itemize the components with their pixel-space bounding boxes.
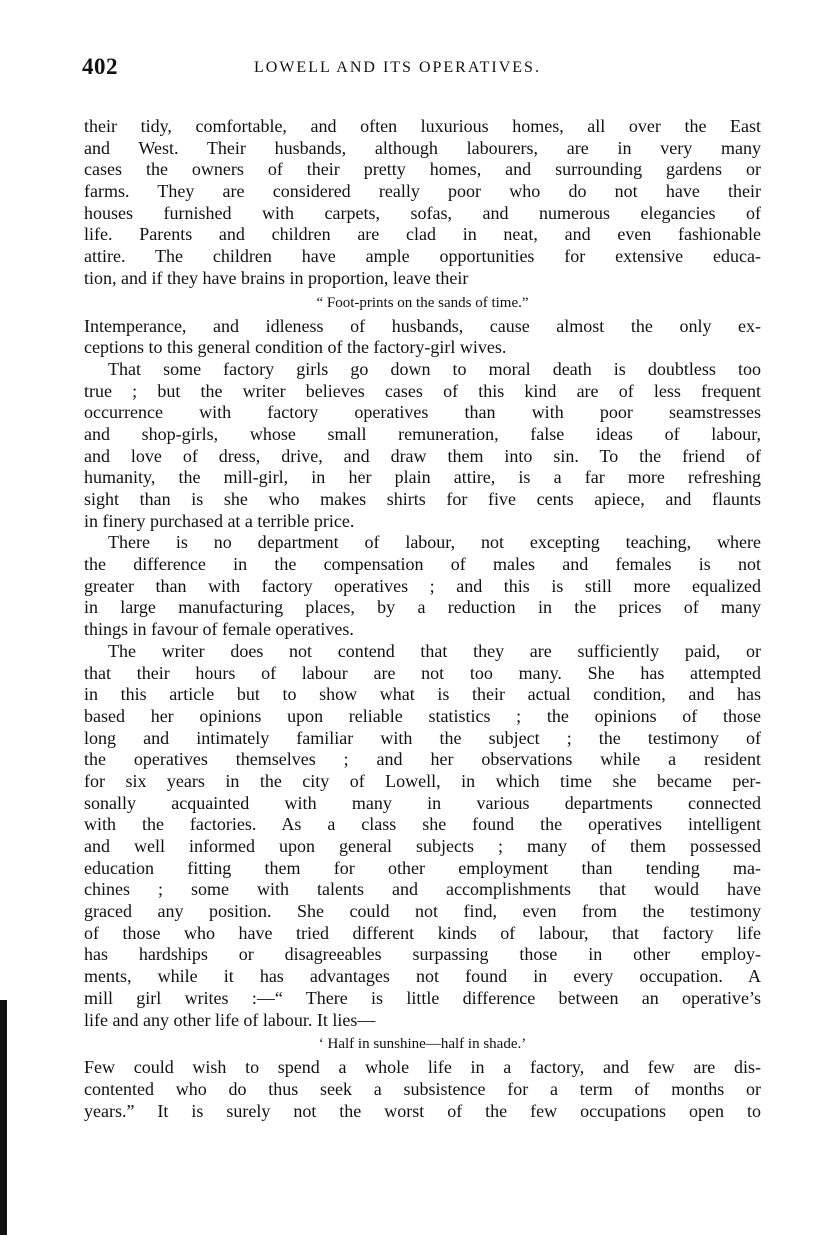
text-line: the operatives themselves ; and her observations while a resident bbox=[84, 749, 761, 770]
text-line: attire. The children have ample opportunities for extensive educa- bbox=[84, 246, 761, 267]
text-line: and well informed upon general subjects ; many of them possessed bbox=[84, 836, 761, 856]
text-line: sonally acquainted with many in various departments connected bbox=[84, 792, 761, 813]
text-line: tion, and if they have brains in proportion, leave their bbox=[84, 267, 469, 288]
text-line: for six years in the city of Lowell, in which time she became per- bbox=[84, 770, 761, 791]
text-line: mill girl writes :—“ There is little difference between an operative’s bbox=[84, 987, 761, 1008]
text-line: greater than with factory operatives ; and this is still more equalized bbox=[84, 575, 761, 596]
text-line: life. Parents and children are clad in neat, and even fashionable bbox=[84, 224, 761, 245]
text-line: and West. Their husbands, although labourers, are in very many bbox=[84, 137, 761, 158]
text-line: graced any position. She could not find, even from the testimony bbox=[84, 901, 761, 922]
text-line: farms. They are considered really poor who do not have their bbox=[84, 181, 761, 202]
text-line: ceptions to this general condition of the factory-girl wives. bbox=[84, 337, 507, 358]
text-line: sight than is she who makes shirts for five cents apiece, and flaunts bbox=[84, 489, 761, 509]
text-line: That some factory girls go down to moral death is doubtless too bbox=[108, 358, 761, 379]
text-line: Few could wish to spend a whole life in a factory, and few are dis- bbox=[84, 1057, 761, 1078]
quotation: ‘ Half in sunshine—half in shade.’ bbox=[318, 1036, 527, 1053]
text-line: life and any other life of labour. It lies— bbox=[84, 1009, 376, 1030]
text-line: and shop-girls, whose small remuneration, false ideas of labour, bbox=[84, 423, 761, 444]
text-line: The writer does not contend that they are sufficiently paid, or bbox=[108, 640, 761, 661]
text-line: in finery purchased at a terrible price. bbox=[84, 510, 355, 531]
text-line: long and intimately familiar with the subject ; the testimony of bbox=[84, 727, 761, 748]
text-line: things in favour of female operatives. bbox=[84, 619, 354, 640]
text-line: of those who have tried different kinds of labour, that factory life bbox=[84, 922, 761, 943]
text-line: cases the owners of their pretty homes, and surrounding gardens or bbox=[84, 159, 761, 180]
page-number: 402 bbox=[82, 54, 118, 79]
text-line: has hardships or disagreeables surpassing those in other employ- bbox=[84, 944, 761, 965]
text-line: There is no department of labour, not excepting teaching, where bbox=[108, 532, 761, 553]
quotation: “ Foot-prints on the sands of time.” bbox=[316, 294, 529, 311]
page-header bbox=[82, 54, 762, 84]
text-line: education fitting them for other employment than tending ma- bbox=[84, 857, 761, 878]
text-line: with the factories. As a class she found the operatives intelligent bbox=[84, 814, 761, 835]
text-line: the difference in the compensation of males and females is not bbox=[84, 554, 761, 575]
text-line: and love of dress, drive, and draw them into sin. To the friend of bbox=[84, 445, 761, 466]
text-line: true ; but the writer believes cases of this kind are of less frequent bbox=[84, 380, 761, 401]
text-line: Intemperance, and idleness of husbands, cause almost the only ex- bbox=[84, 315, 761, 336]
text-line: occurrence with factory operatives than with poor seamstresses bbox=[84, 402, 761, 423]
text-line: contented who do thus seek a subsistence for a term of months or bbox=[84, 1078, 761, 1099]
text-line: years.” It is surely not the worst of the few occupations open to bbox=[84, 1100, 761, 1121]
text-line: in this article but to show what is their actual condition, and has bbox=[84, 684, 761, 705]
text-line: houses furnished with carpets, sofas, and numerous elegancies of bbox=[84, 202, 761, 223]
text-line: chines ; some with talents and accomplishments that would have bbox=[84, 879, 761, 900]
body-text bbox=[84, 116, 761, 1122]
scan-edge-shadow bbox=[0, 1000, 7, 1235]
text-line: their tidy, comfortable, and often luxurious homes, all over the East bbox=[84, 116, 761, 136]
text-line: that their hours of labour are not too many. She has attempted bbox=[84, 662, 761, 683]
text-line: based her opinions upon reliable statistics ; the opinions of those bbox=[84, 705, 761, 726]
text-line: in large manufacturing places, by a reduction in the prices of many bbox=[84, 597, 761, 618]
running-title: LOWELL AND ITS OPERATIVES. bbox=[254, 59, 541, 76]
text-line: ments, while it has advantages not found in every occupation. A bbox=[84, 966, 761, 987]
text-line: humanity, the mill-girl, in her plain attire, is a far more refreshing bbox=[84, 467, 761, 488]
